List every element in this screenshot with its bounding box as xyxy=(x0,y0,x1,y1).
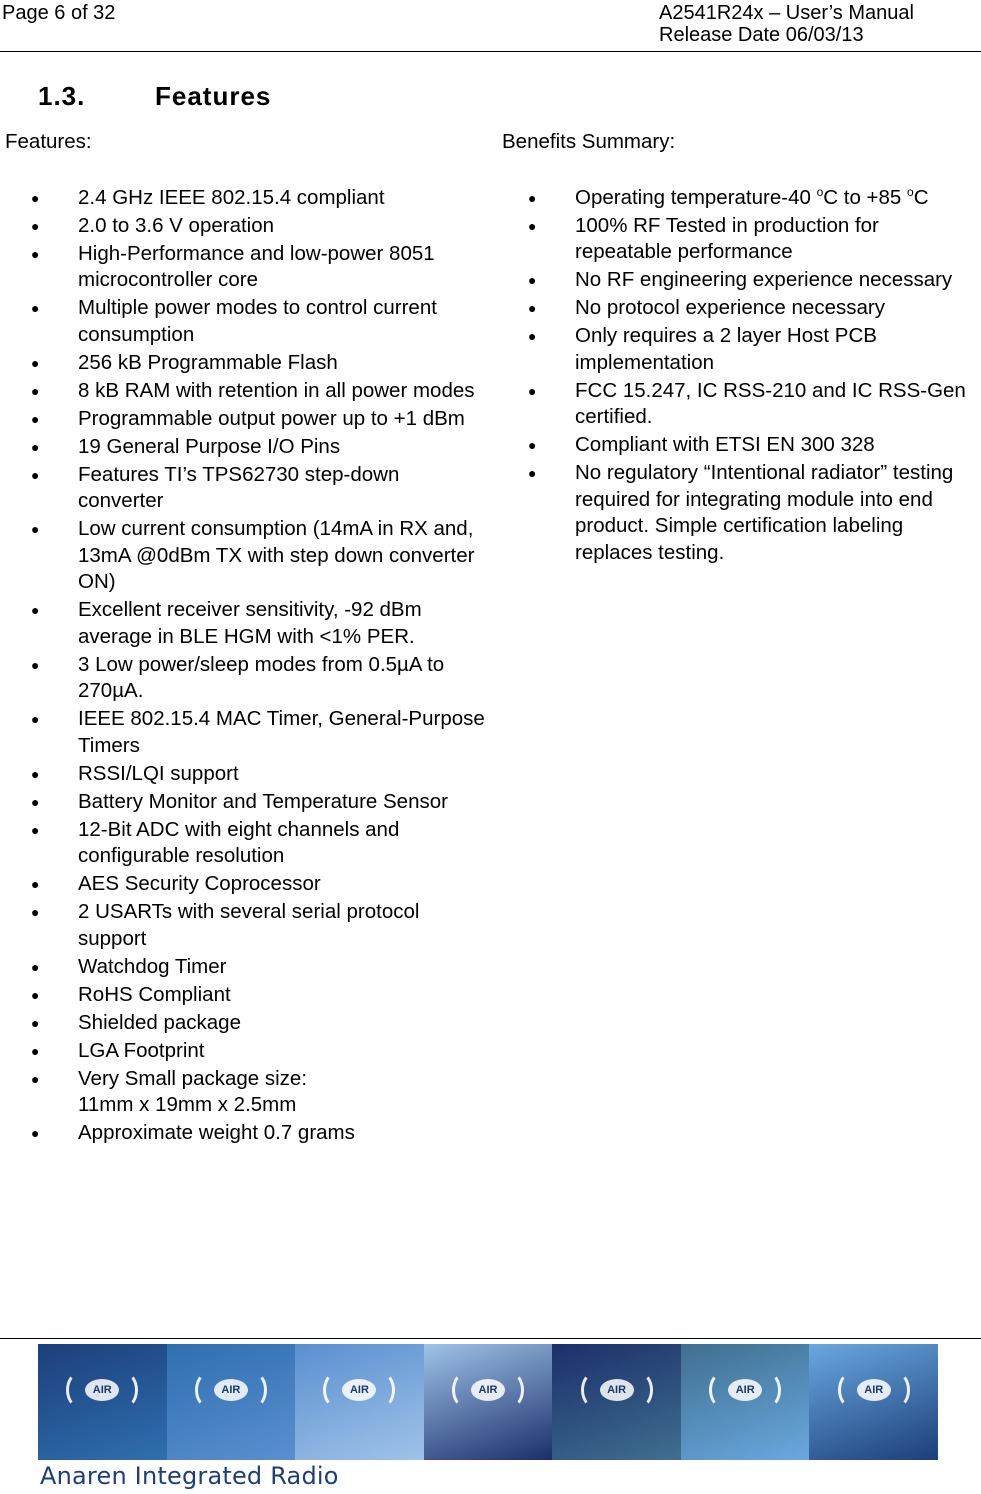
header-divider xyxy=(0,51,981,52)
bullet-icon: ● xyxy=(31,958,40,975)
banner-panel xyxy=(295,1344,424,1460)
bullet-icon: ● xyxy=(31,354,40,371)
bullet-icon: ● xyxy=(528,272,537,288)
list-item: ● FCC 15.247, IC RSS-210 and IC RSS-Gen certified. xyxy=(528,378,966,428)
document-header xyxy=(659,2,914,46)
list-item: ● 2.0 to 3.6 V operation xyxy=(5,213,485,240)
bullet-icon: ● xyxy=(31,765,40,782)
bullet-icon: ● xyxy=(528,217,537,234)
bullet-icon: ● xyxy=(31,1014,40,1031)
list-item: ● No protocol experience necessary xyxy=(502,295,981,322)
air-logo-badge: AIR xyxy=(85,1379,119,1401)
signal-wave-icon xyxy=(241,1372,267,1408)
bullet-icon: ● xyxy=(31,300,40,316)
list-item: ● Approximate weight 0.7 grams xyxy=(5,1120,485,1147)
benefits-heading: Benefits Summary: xyxy=(502,130,676,153)
bullet-icon: ● xyxy=(31,986,40,1003)
bullet-icon: ● xyxy=(528,382,537,399)
bullet-icon: ● xyxy=(31,189,40,206)
list-item: ● 2 USARTs with several serial protocol support xyxy=(31,900,420,950)
list-item: ● Programmable output power up to +1 dBm xyxy=(5,406,485,433)
list-item: ● Battery Monitor and Temperature Sensor xyxy=(5,789,485,816)
bullet-icon: ● xyxy=(528,465,537,481)
air-logo-badge: AIR xyxy=(600,1379,634,1401)
bullet-icon: ● xyxy=(31,217,40,234)
list-item: ● Very Small package size: 11mm x 19mm x 2.5mm xyxy=(31,1066,308,1116)
list-item: ● RoHS Compliant xyxy=(5,982,485,1009)
document-title: A2541R24x – User’s Manual xyxy=(659,2,914,24)
footer-divider xyxy=(0,1338,981,1339)
page-number: Page 6 of 32 xyxy=(2,2,116,24)
list-item: ● 19 General Purpose I/O Pins xyxy=(5,434,485,461)
benefits-list xyxy=(502,185,981,567)
signal-wave-icon xyxy=(627,1372,653,1408)
list-item: ● Features TI’s TPS62730 step-down converter xyxy=(31,462,400,512)
signal-wave-icon xyxy=(369,1372,395,1408)
bullet-icon: ● xyxy=(31,382,40,399)
list-item: ● Watchdog Timer xyxy=(5,954,485,981)
bullet-icon: ● xyxy=(31,602,40,618)
bullet-icon: ● xyxy=(31,466,40,483)
bullet-icon: ● xyxy=(31,821,40,838)
list-item: ● 100% RF Tested in production for repeatable performance xyxy=(528,213,879,263)
bullet-icon: ● xyxy=(528,189,537,206)
bullet-icon: ● xyxy=(31,438,40,455)
list-item: ● Shielded package xyxy=(5,1010,485,1037)
bullet-icon: ● xyxy=(528,300,537,316)
banner-panel xyxy=(552,1344,681,1460)
air-logo-badge: AIR xyxy=(857,1379,891,1401)
bullet-icon: ● xyxy=(31,876,40,892)
signal-wave-icon xyxy=(112,1372,138,1408)
bullet-icon: ● xyxy=(31,656,40,673)
section-heading xyxy=(38,80,271,112)
bullet-icon: ● xyxy=(31,410,40,427)
signal-wave-icon xyxy=(884,1372,910,1408)
list-item: ● No RF engineering experience necessary xyxy=(502,267,981,294)
bullet-icon: ● xyxy=(31,711,40,727)
banner-panel xyxy=(38,1344,167,1460)
features-column xyxy=(5,129,485,1148)
banner-panel xyxy=(681,1344,810,1460)
release-date: Release Date 06/03/13 xyxy=(659,24,864,46)
air-logo-badge: AIR xyxy=(471,1379,505,1401)
footer-banner xyxy=(38,1344,938,1460)
list-item: ● AES Security Coprocessor xyxy=(5,871,485,898)
banner-panel xyxy=(167,1344,296,1460)
list-item: ● 8 kB RAM with retention in all power modes xyxy=(5,378,485,405)
features-heading: Features: xyxy=(5,130,92,153)
brand-logo-text: Anaren Integrated Radio xyxy=(40,1462,339,1490)
list-item: ● RSSI/LQI support xyxy=(5,761,485,788)
bullet-icon: ● xyxy=(31,793,40,810)
section-number: 1.3. xyxy=(38,81,86,111)
list-item: ● 3 Low power/sleep modes from 0.5µA to 270µA. xyxy=(31,652,445,702)
bullet-icon: ● xyxy=(31,1125,40,1141)
list-item: ● 256 kB Programmable Flash xyxy=(5,350,485,377)
list-item: ● High-Performance and low-power 8051 microcontroller core xyxy=(31,241,435,291)
list-item: ● Low current consumption (14mA in RX and, 13mA @0dBm TX with step down converter ON) xyxy=(31,517,475,593)
air-logo-badge: AIR xyxy=(728,1379,762,1401)
bullet-icon: ● xyxy=(528,437,537,453)
bullet-icon: ● xyxy=(528,328,537,344)
bullet-icon: ● xyxy=(31,1070,40,1087)
list-item: ● No regulatory “Intentional radiator” testing required for integrating module into end product. Simple certification labeling replaces testing. xyxy=(528,461,954,564)
bullet-icon: ● xyxy=(31,245,40,262)
banner-panel xyxy=(424,1344,553,1460)
signal-wave-icon xyxy=(755,1372,781,1408)
package-size-value: 11mm x 19mm x 2.5mm xyxy=(78,1093,297,1116)
list-item: ● Compliant with ETSI EN 300 328 xyxy=(502,432,981,459)
list-item: ● LGA Footprint xyxy=(5,1038,485,1065)
list-item: ● 2.4 GHz IEEE 802.15.4 compliant xyxy=(5,185,485,212)
list-item: ● Operating temperature-40 $^o$C to +85 $^o$C xyxy=(502,185,981,212)
list-item: ● 12-Bit ADC with eight channels and configurable resolution xyxy=(31,817,400,867)
list-item: ● Multiple power modes to control current consumption xyxy=(31,296,437,346)
air-logo-badge: AIR xyxy=(214,1379,248,1401)
list-item: ● Only requires a 2 layer Host PCB implementation xyxy=(528,324,877,374)
benefits-column xyxy=(502,129,981,568)
section-title: Features xyxy=(155,81,272,111)
features-list xyxy=(5,185,485,1147)
list-item: ● Excellent receiver sensitivity, -92 dBm average in BLE HGM with <1% PER. xyxy=(31,598,422,648)
banner-panel xyxy=(809,1344,938,1460)
signal-wave-icon xyxy=(498,1372,524,1408)
air-logo-badge: AIR xyxy=(342,1379,376,1401)
bullet-icon: ● xyxy=(31,521,40,537)
list-item: ● IEEE 802.15.4 MAC Timer, General-Purpose Timers xyxy=(31,707,485,757)
bullet-icon: ● xyxy=(31,1042,40,1059)
bullet-icon: ● xyxy=(31,904,40,920)
